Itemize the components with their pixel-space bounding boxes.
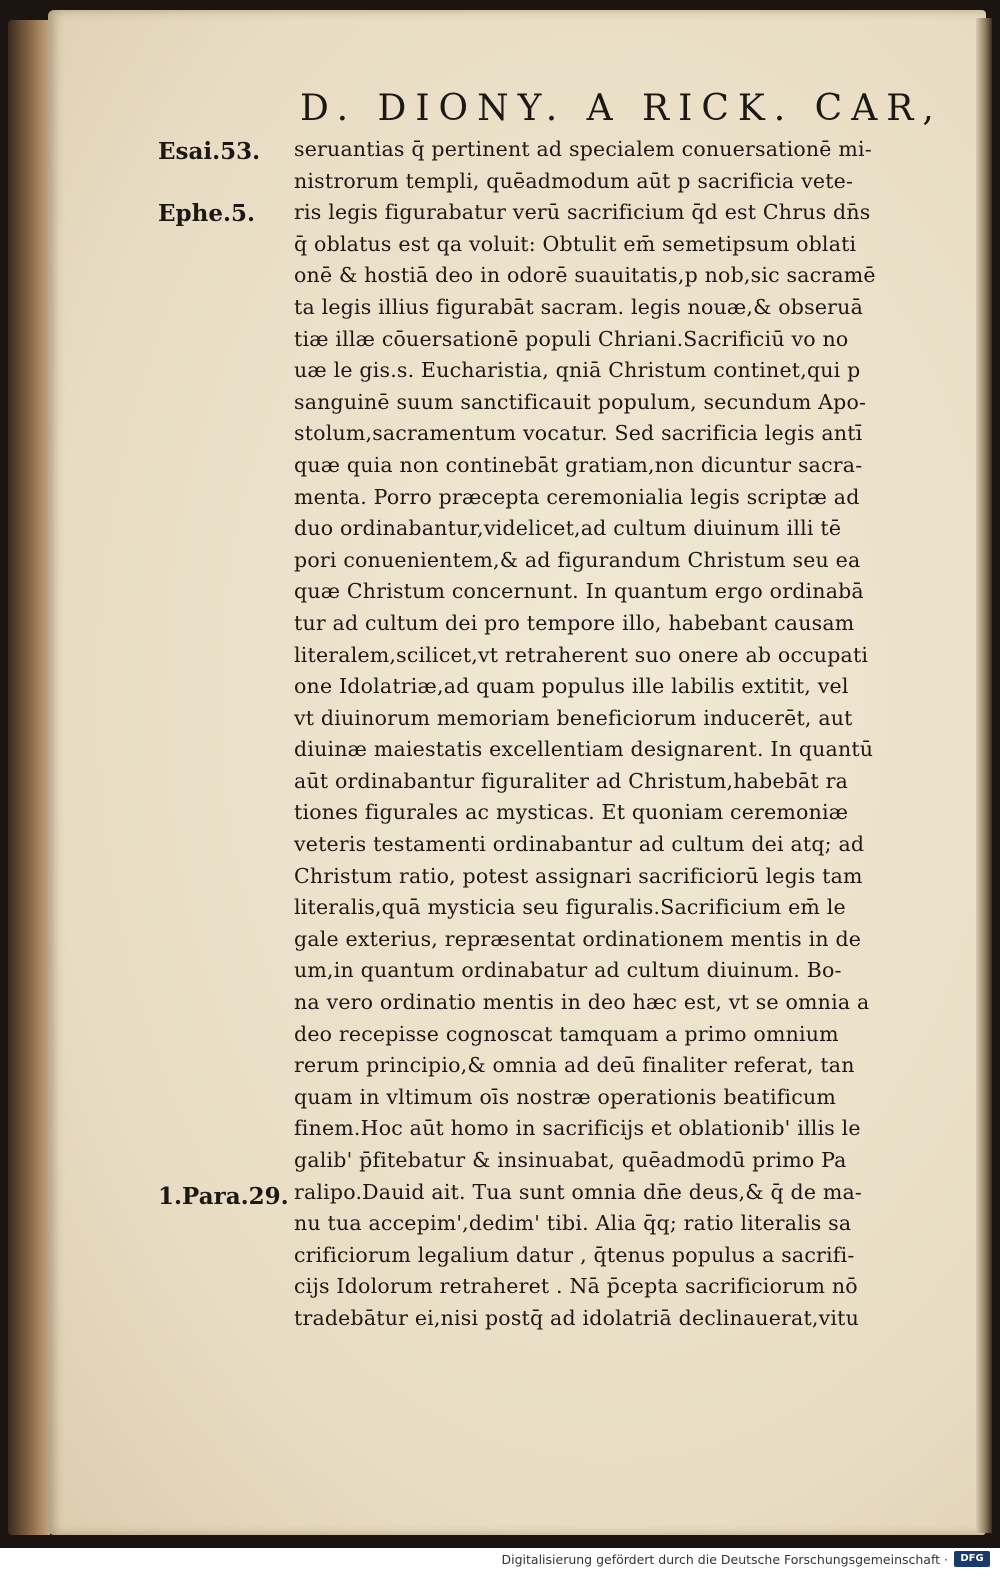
text-line: tradebātur ei,nisi postq̄ ad idolatriā declinauerat,vitu bbox=[294, 1305, 859, 1330]
text-line: quam in vltimum oīs nostræ operationis beatificum bbox=[294, 1084, 837, 1109]
running-header: D. DIONY. A RICK. CAR, bbox=[300, 88, 943, 129]
text-line: gale exterius, repræsentat ordinationem mentis in de bbox=[294, 926, 862, 951]
text-line: quæ Christum concernunt. In quantum ergo ordinabā bbox=[294, 579, 864, 604]
text-line: literalem,scilicet,vt retraherent suo onere ab occupati bbox=[294, 642, 869, 667]
text-line: Christum ratio, potest assignari sacrificiorū legis tam bbox=[294, 863, 863, 888]
text-line: crificiorum legalium datur , q̄tenus populus a sacrifi- bbox=[294, 1242, 855, 1267]
text-line: ralipo.Dauid ait. Tua sunt omnia dn̄e deus,& q̄ de ma- bbox=[294, 1179, 863, 1204]
text-line: finem.Hoc aūt homo in sacrificijs et oblationib' illis le bbox=[294, 1116, 861, 1141]
text-line: rerum principio,& omnia ad deū finaliter referat, tan bbox=[294, 1053, 855, 1078]
text-line: veteris testamenti ordinabantur ad cultum dei atq; ad bbox=[294, 832, 865, 857]
text-line: cijs Idolorum retraheret . Nā p̄cepta sacrificiorum nō bbox=[294, 1274, 858, 1299]
text-line: tiæ illæ cōuersationē populi Chriani.Sacrificiū vo no bbox=[294, 326, 849, 351]
margin-note-para: 1.Para.29. bbox=[158, 1183, 289, 1210]
text-line: stolum,sacramentum vocatur. Sed sacrificia legis antī bbox=[294, 421, 863, 446]
text-line: ta legis illius figurabāt sacram. legis nouæ,& obseruā bbox=[294, 294, 863, 319]
text-line: um,in quantum ordinabatur ad cultum diuinum. Bo- bbox=[294, 958, 842, 983]
text-line: pori conuenientem,& ad figurandum Christum seu ea bbox=[294, 547, 861, 572]
text-line: literalis,quā mysticia seu figuralis.Sacrificium em̄ le bbox=[294, 895, 846, 920]
text-line: deo recepisse cognoscat tamquam a primo omnium bbox=[294, 1021, 839, 1046]
text-line: na vero ordinatio mentis in deo hæc est, vt se omnia a bbox=[294, 990, 870, 1015]
text-line: nu tua accepim',dedim' tibi. Alia q̄q; ratio literalis sa bbox=[294, 1211, 852, 1236]
page-edge bbox=[976, 18, 992, 1533]
text-line: quæ quia non continebāt gratiam,non dicuntur sacra- bbox=[294, 452, 863, 477]
text-line: one Idolatriæ,ad quam populus ille labilis extitit, vel bbox=[294, 674, 849, 699]
dfg-logo: DFG bbox=[954, 1551, 990, 1567]
text-line: diuinæ maiestatis excellentiam designarent. In quantū bbox=[294, 737, 874, 762]
text-line: tur ad cultum dei pro tempore illo, habebant causam bbox=[294, 610, 855, 635]
book-spine bbox=[8, 20, 50, 1535]
main-text-block bbox=[294, 134, 970, 1335]
text-line: nistrorum templi, quēadmodum aūt p sacrificia vete- bbox=[294, 168, 854, 193]
margin-note-esai: Esai.53. bbox=[158, 138, 261, 165]
text-line: menta. Porro præcepta ceremonialia legis scriptæ ad bbox=[294, 484, 860, 509]
text-line: seruantias q̄ pertinent ad specialem conuersationē mi- bbox=[294, 137, 872, 161]
text-line: galib' p̄fitebatur & insinuabat, quēadmodū primo Pa bbox=[294, 1148, 847, 1172]
text-line: ris legis figurabatur verū sacrificium q̄d est Chrus dn̄s bbox=[294, 200, 871, 225]
text-line: tiones figurales ac mysticas. Et quoniam ceremoniæ bbox=[294, 800, 849, 825]
text-line: onē & hostiā deo in odorē suauitatis,p nob,sic sacramē bbox=[294, 263, 876, 288]
text-line: duo ordinabantur,videlicet,ad cultum diuinum illi tē bbox=[294, 516, 842, 541]
text-line: sanguinē suum sanctificauit populum, secundum Apo- bbox=[294, 389, 867, 414]
text-line: q̄ oblatus est qa voluit: Obtulit em̄ semetipsum oblati bbox=[294, 231, 857, 256]
text-line: vt diuinorum memoriam beneficiorum inducerēt, aut bbox=[294, 705, 853, 730]
funding-credit: Digitalisierung gefördert durch die Deutsche Forschungsgemeinschaft · bbox=[501, 1552, 948, 1567]
text-line: aūt ordinabantur figuraliter ad Christum,habebāt ra bbox=[294, 768, 849, 793]
text-line: uæ le gis.s. Eucharistia, qniā Christum continet,qui p bbox=[294, 358, 861, 383]
margin-note-ephe: Ephe.5. bbox=[158, 200, 255, 227]
